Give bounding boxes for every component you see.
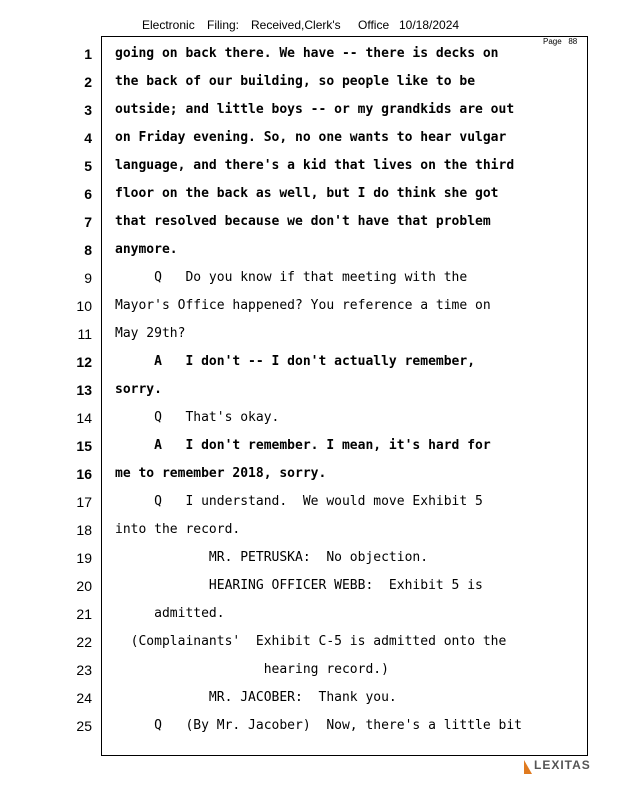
- transcript-line: May 29th?: [115, 326, 186, 341]
- page-number-value: 88: [568, 37, 578, 46]
- line-number: 11: [77, 326, 92, 342]
- transcript-line: (Complainants' Exhibit C-5 is admitted onto the: [115, 634, 507, 649]
- transcript-line: sorry.: [115, 382, 162, 397]
- line-number: 12: [76, 354, 92, 370]
- transcript-line: Q I understand. We would move Exhibit 5: [115, 494, 483, 509]
- transcript-line: the back of our building, so people like to be: [115, 74, 476, 89]
- line-number: 19: [76, 550, 92, 566]
- transcript-line: admitted.: [115, 606, 225, 621]
- lexitas-logo-text: LEXITAS: [534, 758, 591, 772]
- line-number: 20: [76, 578, 92, 594]
- header-office: Office: [358, 18, 390, 32]
- line-number: 17: [76, 494, 92, 510]
- line-number: 13: [76, 382, 92, 398]
- line-number: 7: [84, 214, 92, 230]
- transcript-line: A I don't remember. I mean, it's hard for: [115, 438, 491, 453]
- page-label: Page: [543, 37, 562, 46]
- line-number: 3: [84, 102, 92, 118]
- line-number: 14: [76, 410, 92, 426]
- line-number: 6: [84, 186, 92, 202]
- transcript-line: floor on the back as well, but I do think she got: [115, 186, 499, 201]
- filing-header: [0, 18, 618, 34]
- transcript-line: Q That's okay.: [115, 410, 280, 425]
- line-number: 15: [76, 438, 92, 454]
- line-number: 2: [84, 74, 92, 90]
- transcript-line: outside; and little boys -- or my grandkids are out: [115, 102, 515, 117]
- transcript-line: language, and there's a kid that lives on the third: [115, 158, 515, 173]
- line-number: 10: [76, 298, 92, 314]
- transcript-line: A I don't -- I don't actually remember,: [115, 354, 476, 369]
- header-date: 10/18/2024: [399, 18, 460, 32]
- line-number: 1: [84, 46, 92, 62]
- transcript-line: Q (By Mr. Jacober) Now, there's a little bit: [115, 718, 522, 733]
- transcript-line: on Friday evening. So, no one wants to hear vulgar: [115, 130, 507, 145]
- header-electronic: Electronic: [142, 18, 195, 32]
- line-number: 22: [76, 634, 92, 650]
- transcript-line: hearing record.): [115, 662, 389, 677]
- transcript-line: going on back there. We have -- there is decks on: [115, 46, 499, 61]
- line-number: 4: [84, 130, 92, 146]
- line-number: 9: [84, 270, 92, 286]
- line-number: 24: [76, 690, 92, 706]
- transcript-line: MR. PETRUSKA: No objection.: [115, 550, 429, 565]
- line-number: 25: [76, 718, 92, 734]
- transcript-line: Mayor's Office happened? You reference a time on: [115, 298, 491, 313]
- line-number: 18: [76, 522, 92, 538]
- transcript-line: that resolved because we don't have that problem: [115, 214, 491, 229]
- line-number: 21: [76, 606, 92, 622]
- transcript-line: into the record.: [115, 522, 241, 537]
- line-number: 8: [84, 242, 92, 258]
- header-filing: Filing:: [207, 18, 240, 32]
- transcript-line: MR. JACOBER: Thank you.: [115, 690, 397, 705]
- line-number: 23: [76, 662, 92, 678]
- transcript-line: me to remember 2018, sorry.: [115, 466, 327, 481]
- lexitas-logo: [524, 758, 590, 776]
- transcript-line: Q Do you know if that meeting with the: [115, 270, 468, 285]
- transcript-line: anymore.: [115, 242, 178, 257]
- lexitas-logo-icon: [524, 760, 532, 774]
- line-number: 5: [84, 158, 92, 174]
- header-received: Received,Clerk's: [251, 18, 341, 32]
- transcript-line: HEARING OFFICER WEBB: Exhibit 5 is: [115, 578, 483, 593]
- line-number: 16: [76, 466, 92, 482]
